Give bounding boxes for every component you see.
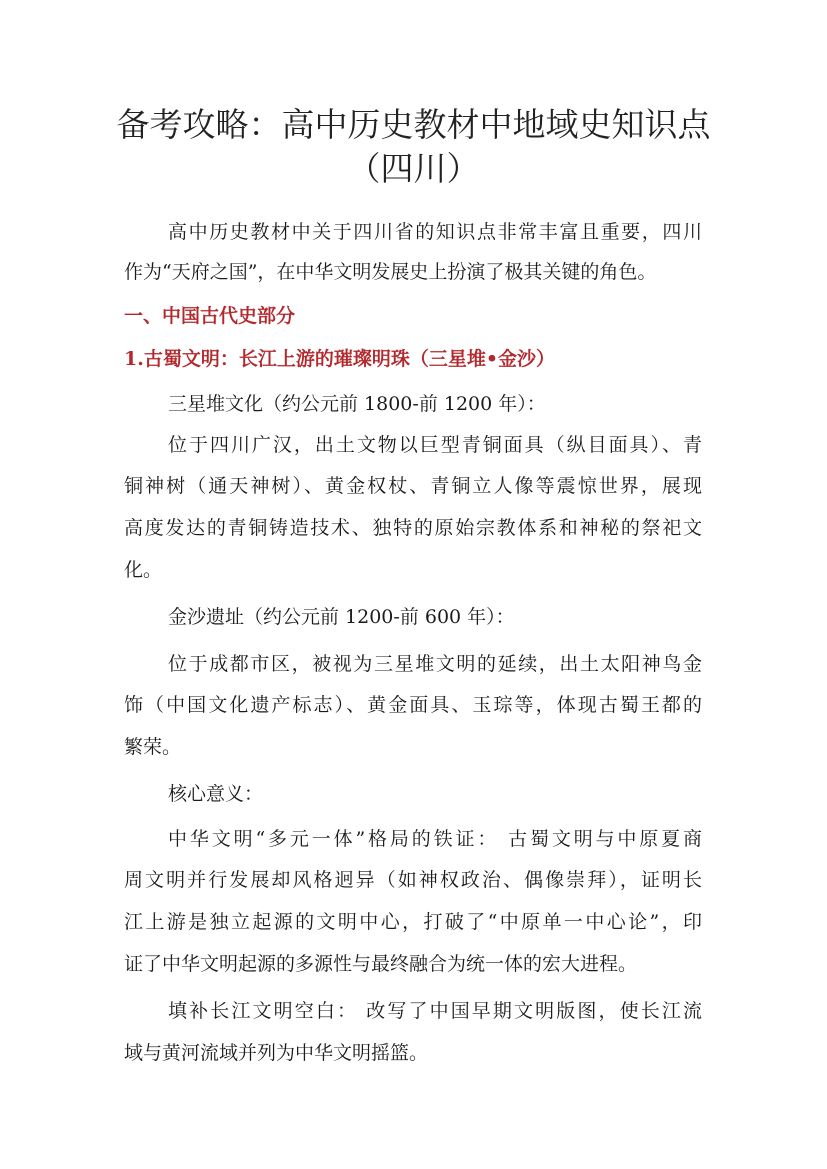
sanxingdui-text-line: 高度发达的青铜铸造技术、独特的原始宗教体系和神秘的祭祀文 bbox=[124, 517, 702, 539]
document-title: 备考攻略：高中历史教材中地域史知识点 bbox=[116, 105, 711, 144]
sanxingdui-text-line: 铜神树（通天神树）、黄金权杖、青铜立人像等震惊世界，展现 bbox=[124, 475, 702, 497]
sanxingdui-text-line: 化。 bbox=[124, 559, 163, 581]
core-text-line: 域与黄河流域并列为中华文明摇篮。 bbox=[124, 1042, 429, 1064]
intro-paragraph-line: 作为“天府之国”，在中华文明发展史上扮演了极其关键的角色。 bbox=[124, 261, 657, 283]
core-text-line: 周文明并行发展却风格迥异（如神权政治、偶像崇拜），证明长 bbox=[124, 869, 702, 891]
intro-paragraph-line: 高中历史教材中关于四川省的知识点非常丰富且重要，四川 bbox=[168, 221, 702, 243]
jinsha-text-line: 位于成都市区，被视为三星堆文明的延续，出土太阳神鸟金 bbox=[168, 653, 702, 675]
jinsha-text-line: 繁荣。 bbox=[124, 736, 182, 758]
sanxingdui-label: 三星堆文化（约公元前 1800-前 1200 年）： bbox=[168, 393, 546, 415]
document-title-subtitle: （四川） bbox=[347, 149, 480, 188]
core-text-line: 中华文明“多元一体”格局的铁证： 古蜀文明与中原夏商 bbox=[168, 828, 702, 850]
sanxingdui-text-line: 位于四川广汉，出土文物以巨型青铜面具（纵目面具）、青 bbox=[168, 434, 702, 456]
core-text-line: 填补长江文明空白： 改写了中国早期文明版图，使长江流 bbox=[168, 1000, 702, 1022]
section-heading: 一、中国古代史部分 bbox=[124, 305, 296, 327]
core-significance-label: 核心意义： bbox=[168, 783, 264, 805]
core-text-line: 证了中华文明起源的多源性与最终融合为统一体的宏大进程。 bbox=[124, 953, 638, 975]
core-text-line: 江上游是独立起源的文明中心，打破了“中原单一中心论”，印 bbox=[124, 911, 702, 933]
jinsha-label: 金沙遗址（约公元前 1200-前 600 年）： bbox=[168, 606, 515, 628]
subsection-heading: 1.古蜀文明：长江上游的璀璨明珠（三星堆•金沙） bbox=[124, 348, 555, 370]
jinsha-text-line: 饰（中国文化遗产标志）、黄金面具、玉琮等，体现古蜀王都的 bbox=[124, 694, 702, 716]
